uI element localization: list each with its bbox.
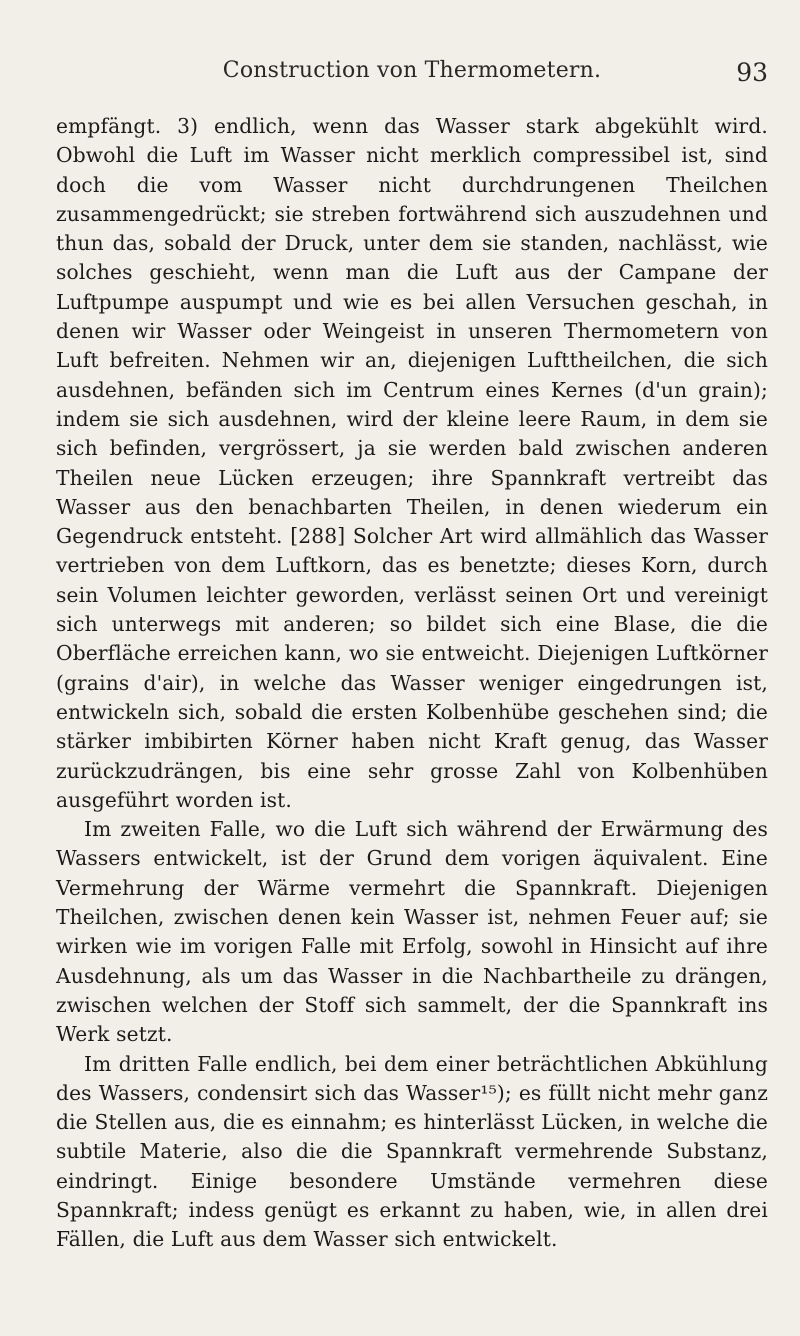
page-number: 93 [736,58,768,87]
paragraph-2: Im zweiten Falle, wo die Luft sich während der Erwärmung des Wassers entwickelt, ist der Grund dem vorigen äquivalent. Eine Vermehrung der Wärme vermehrt die Spannkraft. Diejenigen Theilchen, zwischen denen kein Wasser ist, nehmen Feuer auf; sie wirken wie im vorigen Falle mit Erfolg, sowohl in Hinsicht auf ihre Ausdehnung, als um das Wasser in die Nachbartheile zu drängen, zwischen welchen der Stoff sich sammelt, der die Spannkraft ins Werk setzt. [56,817,768,1047]
running-title: Construction von Thermometern. [222,58,602,83]
paragraph-3: Im dritten Falle endlich, bei dem einer beträchtlichen Abkühlung des Wassers, condensirt sich das Wasser¹⁵); es füllt nicht mehr ganz die Stellen aus, die es einnahm; es hinterlässt Lücken, in welche die subtile Materie, also die die Spannkraft vermehrende Substanz, eindringt. Einige besondere Umstände vermehren diese Spannkraft; indess genügt es erkannt zu haben, wie, in allen drei Fällen, die Luft aus dem Wasser sich entwickelt. [56,1051,768,1252]
body-text [56,112,768,1255]
paragraph-1: empfängt. 3) endlich, wenn das Wasser stark abgekühlt wird. Obwohl die Luft im Wasser nicht merklich compressibel ist, sind doch die vom Wasser nicht durchdrungenen Theilchen zusammengedrückt; sie streben fortwährend sich auszudehnen und thun das, sobald der Druck, unter dem sie standen, nachlässt, wie solches geschieht, wenn man die Luft aus der Campane der Luftpumpe auspumpt und wie es bei allen Versuchen geschah, in denen wir Wasser oder Weingeist in unseren Thermometern von Luft befreiten. Nehmen wir an, diejenigen Lufttheilchen, die sich ausdehnen, befänden sich im Centrum eines Kernes (d'un grain); indem sie sich ausdehnen, wird der kleine leere Raum, in dem sie sich befinden, vergrössert, ja sie werden bald zwischen anderen Theilen neue Lücken erzeugen; ihre Spannkraft vertreibt das Wasser aus den benachbarten Theilen, in denen wiederum ein Gegendruck entsteht. [288] Solcher Art wird allmählich das Wasser vertrieben von dem Luftkorn, das es benetzte; dieses Korn, durch sein Volumen leichter geworden, verlässt seinen Ort und vereinigt sich unterwegs mit anderen; so bildet sich eine Blase, die die Oberfläche erreichen kann, wo sie entweicht. Diejenigen Luftkörner (grains d'air), in welche das Wasser weniger eingedrungen ist, entwickeln sich, sobald die ersten Kolbenhübe geschehen sind; die stärker imbibirten Körner haben nicht Kraft genug, das Wasser zurückzudrängen, bis eine sehr grosse Zahl von Kolbenhüben ausgeführt worden ist. [56,114,768,812]
running-head [56,58,768,88]
